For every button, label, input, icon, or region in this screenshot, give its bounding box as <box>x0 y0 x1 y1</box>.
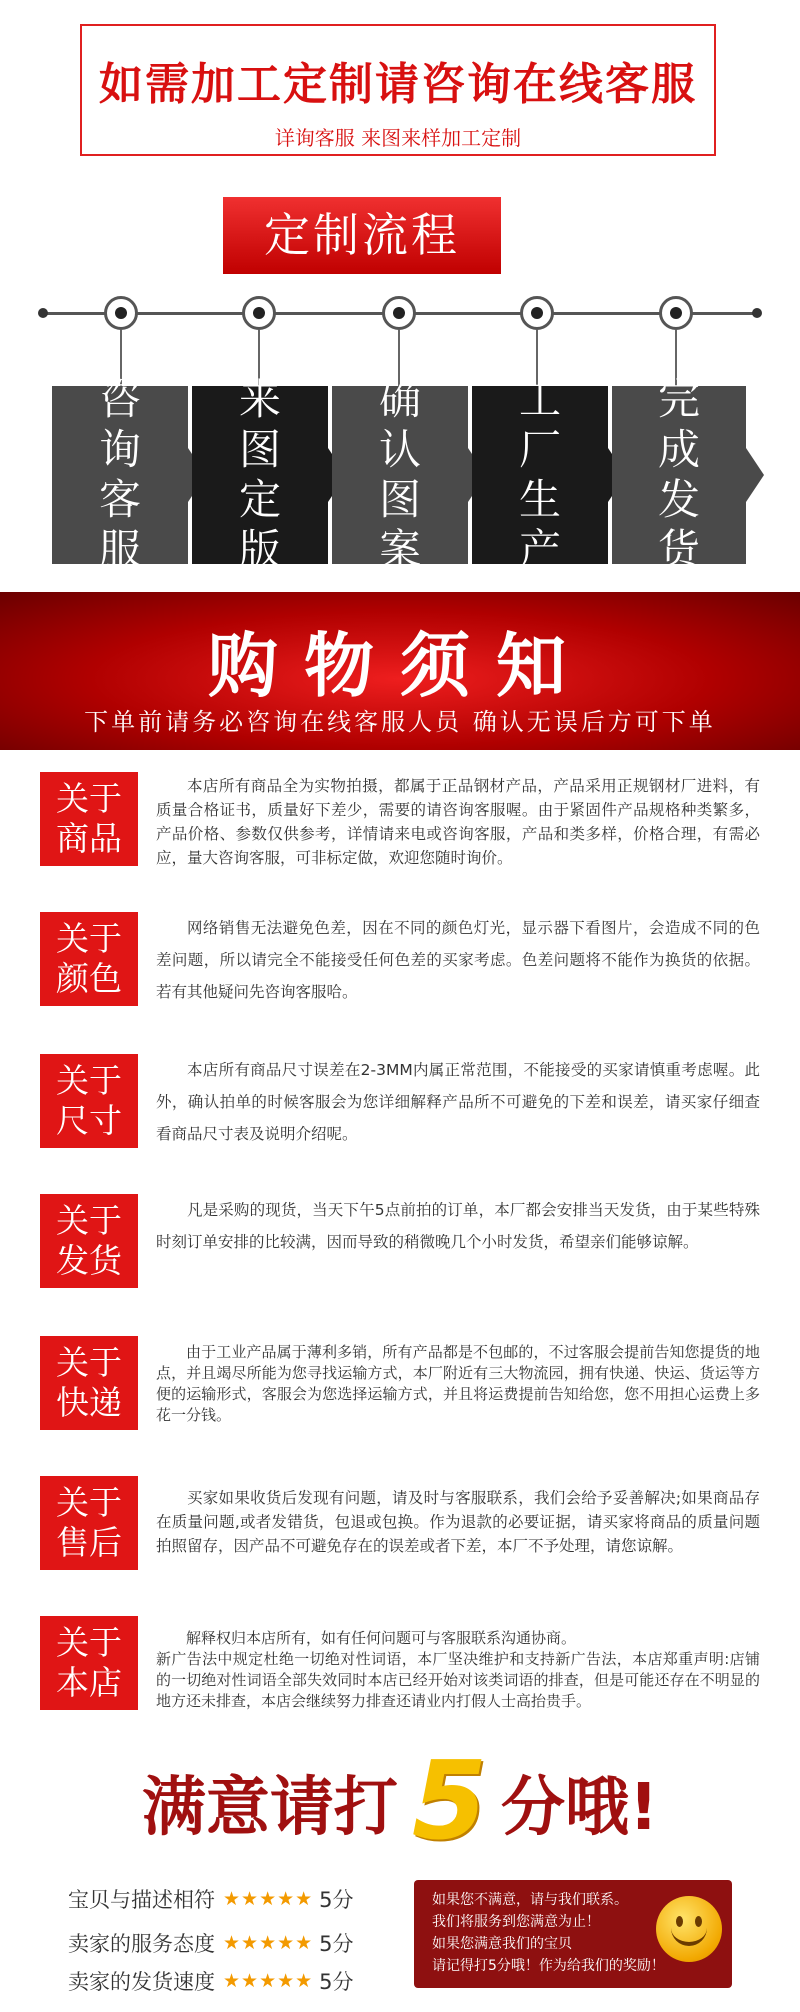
label-line: 关于 <box>56 779 122 818</box>
label-line: 关于 <box>56 919 122 958</box>
timeline-node <box>242 296 276 330</box>
step-line: 工厂 <box>518 375 561 474</box>
timeline-node <box>659 296 693 330</box>
timeline-node <box>104 296 138 330</box>
rating-title <box>0 1739 800 1864</box>
section-label <box>40 1194 138 1288</box>
consult-box <box>80 24 716 156</box>
notice-banner <box>0 592 800 750</box>
smiley-face-icon <box>656 1896 722 1962</box>
label-line: 商品 <box>56 819 122 858</box>
rating-label: 宝贝与描述相符 <box>68 1888 215 1912</box>
section-text: 网络销售无法避免色差，因在不同的颜色灯光，显示器下看图片，会造成不同的色差问题，所以请完全不能接受任何色差的买家考虑。色差问题将不能作为换货的依据。若有其他疑问先咨询客服哈。 <box>156 919 760 1001</box>
process-step-design <box>192 375 328 574</box>
section-label <box>40 772 138 866</box>
label-line: 关于 <box>56 1483 122 1522</box>
section-label <box>40 1336 138 1430</box>
step-line: 完成 <box>657 375 700 474</box>
section-text <box>156 1628 760 1712</box>
rating-row <box>68 1966 398 1996</box>
section-text: 本店所有商品尺寸误差在2-3MM内属正常范围，不能接受的买家请慎重考虑喔。此外，确认拍单的时候客服会为您详细解释产品所不可避免的下差和误差，请买家仔细查看商品尺寸表及说明介绍呢。 <box>156 1061 760 1143</box>
label-line: 尺寸 <box>56 1101 122 1140</box>
message-line: 请记得打5分哦！作为给我们的奖励！ <box>432 1958 665 1974</box>
timeline-end-dot <box>752 308 762 318</box>
process-step-delivery <box>612 375 746 574</box>
rating-score: 5分 <box>319 1970 354 1994</box>
step-line: 确认 <box>378 375 421 474</box>
notice-subtitle: 下单前请务必咨询在线客服人员 确认无误后方可下单 <box>84 708 716 736</box>
rating-row <box>68 1884 398 1914</box>
store-statement-line: 解释权归本店所有，如有任何问题可与客服联系沟通协商。 <box>186 1629 577 1647</box>
step-line: 图案 <box>378 475 421 574</box>
rating-title-left: 满意请打 <box>141 1771 398 1845</box>
star-icon: ★★★★★ <box>223 1932 314 1954</box>
process-step-consult <box>52 375 188 574</box>
section-text: 由于工业产品属于薄利多销，所有产品都是不包邮的，不过客服会提前告知您提货的地点，并且竭尽所能为您寻找运输方式，本厂附近有三大物流园，拥有快递、快运、货运等方便的运输形式，客服会为您选择运输方式，并且将运费提前告知给您，您不用担心运费上多花一分钱。 <box>156 1343 760 1424</box>
timeline-node <box>520 296 554 330</box>
step-line: 客服 <box>98 475 141 574</box>
step-line: 发货 <box>657 475 700 574</box>
rating-title-right: 分哦! <box>500 1771 659 1845</box>
section-text: 买家如果收货后发现有问题，请及时与客服联系，我们会给予妥善解决;如果商品存在质量问题,或者发错货，包退或包换。作为退款的必要证据，请买家将商品的质量问题拍照留存，因产品不可避免存在的误差或者下差，本厂不予处理，请您谅解。 <box>156 1489 760 1555</box>
consult-subtitle: 详询客服 来图来样加工定制 <box>274 126 522 150</box>
label-line: 颜色 <box>56 959 122 998</box>
section-label <box>40 1616 138 1710</box>
rating-score: 5分 <box>319 1888 354 1912</box>
label-line: 本店 <box>56 1663 122 1702</box>
rating-title-number: 5 <box>411 1739 487 1864</box>
label-line: 关于 <box>56 1623 122 1662</box>
label-line: 关于 <box>56 1061 122 1100</box>
rating-score: 5分 <box>319 1932 354 1956</box>
rating-label: 卖家的服务态度 <box>68 1932 215 1956</box>
section-label <box>40 1054 138 1148</box>
section-label <box>40 912 138 1006</box>
process-title: 定制流程 <box>223 197 501 274</box>
section-label <box>40 1476 138 1570</box>
section-text: 凡是采购的现货，当天下午5点前拍的订单，本厂都会安排当天发货，由于某些特殊时刻订单安排的比较满，因而导致的稍微晚几个小时发货，希望亲们能够谅解。 <box>156 1201 760 1251</box>
consult-title: 如需加工定制请咨询在线客服 <box>99 59 697 110</box>
step-line: 生产 <box>518 475 561 574</box>
label-line: 售后 <box>56 1523 122 1562</box>
message-line: 我们将服务到您满意为止！ <box>432 1914 600 1930</box>
star-icon: ★★★★★ <box>223 1970 314 1992</box>
label-line: 关于 <box>56 1343 122 1382</box>
rating-row <box>68 1928 398 1958</box>
chevron-right-icon <box>746 448 764 502</box>
star-icon: ★★★★★ <box>223 1888 314 1910</box>
step-line: 定版 <box>238 475 281 574</box>
message-line: 如果您不满意，请与我们联系。 <box>432 1892 628 1908</box>
step-line: 咨询 <box>98 375 141 474</box>
section-text: 本店所有商品全为实物拍摄，都属于正品钢材产品，产品采用正规钢材厂进料，有质量合格证书，质量好下差少，需要的请咨询客服喔。由于紧固件产品规格种类繁多，产品价格、参数仅供参考，详情请来电或咨询客服，产品和类多样，价格合理，有需必应，量大咨询客服，可非标定做，欢迎您随时询价。 <box>156 777 760 867</box>
timeline-start-dot <box>38 308 48 318</box>
timeline-node <box>382 296 416 330</box>
step-line: 来图 <box>238 375 281 474</box>
rating-label: 卖家的发货速度 <box>68 1970 215 1994</box>
message-line: 如果您满意我们的宝贝 <box>432 1936 572 1952</box>
label-line: 快递 <box>56 1383 122 1422</box>
store-statement-line: 新广告法中规定杜绝一切绝对性词语，本厂坚决维护和支持新广告法，本店郑重声明:店铺的一切绝对性词语全部失效同时本店已经开始对该类词语的排查，但是可能还存在不明显的地方还未排查，本店会继续努力排查还请业内打假人士高抬贵手。 <box>156 1650 760 1710</box>
smiley-mouth <box>671 1926 707 1946</box>
process-step-production <box>472 375 608 574</box>
label-line: 发货 <box>56 1241 122 1280</box>
notice-title: 购物须知 <box>208 625 592 707</box>
label-line: 关于 <box>56 1201 122 1240</box>
process-step-confirm <box>332 375 468 574</box>
